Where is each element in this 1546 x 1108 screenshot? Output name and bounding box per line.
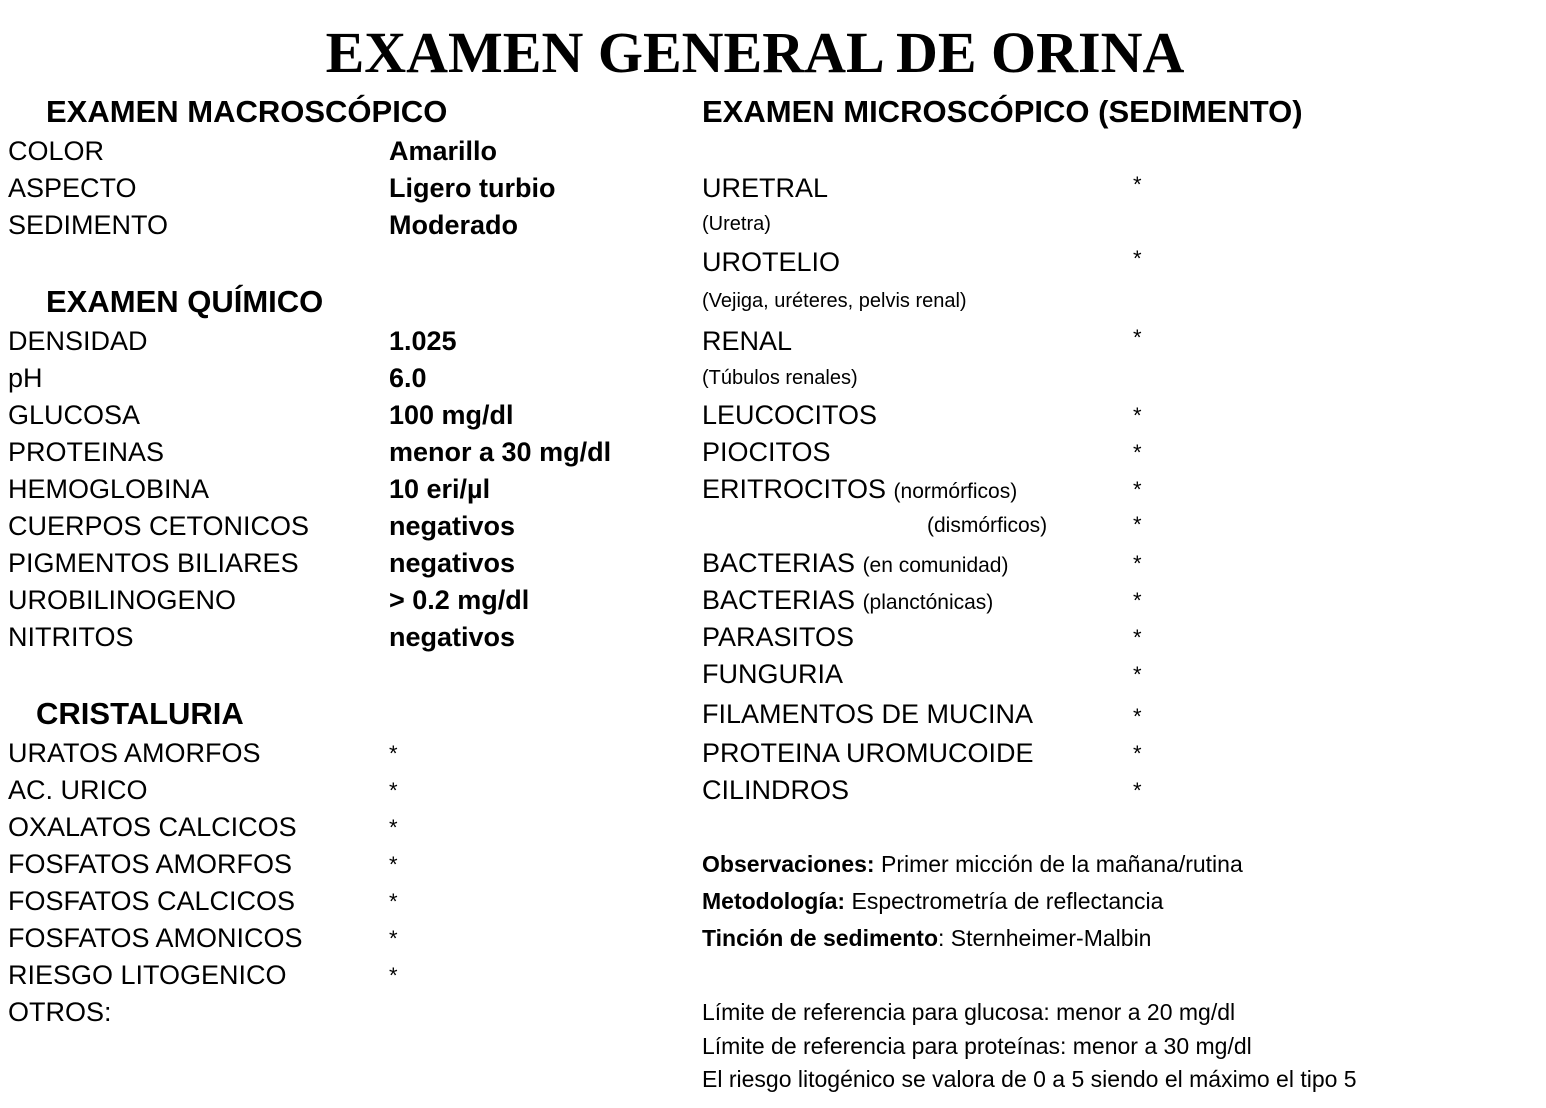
quimico-heading: EXAMEN QUÍMICO <box>46 284 324 319</box>
micro-qual-comunidad: (en comunidad) <box>862 554 1009 577</box>
cristaluria-heading: CRISTALURIA <box>36 696 244 731</box>
micro-qual-dismorficos: (dismórficos) <box>927 514 1048 537</box>
metodologia-line <box>702 887 1163 915</box>
quimico-label-glucosa: GLUCOSA <box>8 400 141 430</box>
micro-value-dismorficos: * <box>1133 512 1142 537</box>
macro-label-color: COLOR <box>8 136 105 166</box>
macro-heading: EXAMEN MACROSCÓPICO <box>46 94 448 129</box>
quimico-label-hemoglobina: HEMOGLOBINA <box>8 474 210 504</box>
micro-value-mucina: * <box>1133 704 1142 729</box>
micro-row-bacterias-comunidad <box>702 547 1008 582</box>
micro-label-funguria: FUNGURIA <box>702 659 843 689</box>
quimico-value-densidad: 1.025 <box>389 326 457 356</box>
quimico-label-densidad: DENSIDAD <box>8 326 148 356</box>
cristaluria-label-uratos: URATOS AMORFOS <box>8 738 261 768</box>
micro-value-bacterias-comunidad: * <box>1133 551 1142 576</box>
tincion-value: : Sternheimer-Malbin <box>938 925 1152 951</box>
observaciones-value: Primer micción de la mañana/rutina <box>880 851 1243 877</box>
quimico-label-urobilinogeno: UROBILINOGENO <box>8 585 237 615</box>
macro-value-sedimento: Moderado <box>389 210 519 240</box>
micro-label-uretral: URETRAL <box>702 173 829 203</box>
cristaluria-value-oxalatos: * <box>389 815 398 840</box>
micro-qual-planctonicas: (planctónicas) <box>862 591 994 614</box>
micro-label-bacterias: BACTERIAS <box>702 548 856 578</box>
micro-label-urotelio: UROTELIO <box>702 247 841 277</box>
page-title: EXAMEN GENERAL DE ORINA <box>325 20 1185 85</box>
cristaluria-value-fosf-calcicos: * <box>389 889 398 914</box>
micro-label-piocitos: PIOCITOS <box>702 437 831 467</box>
observaciones-line <box>702 850 1243 878</box>
micro-qual-normorficos: (normórficos) <box>893 480 1018 503</box>
micro-row-bacterias-planctonicas <box>702 584 993 619</box>
cristaluria-label-fosf-amonicos: FOSFATOS AMONICOS <box>8 923 303 953</box>
macro-value-color: Amarillo <box>389 136 498 166</box>
observaciones-label: Observaciones: <box>702 851 875 877</box>
macro-value-aspecto: Ligero turbio <box>389 173 556 203</box>
micro-value-leucocitos: * <box>1133 403 1142 428</box>
micro-value-parasitos: * <box>1133 625 1142 650</box>
tincion-label: Tinción de sedimento <box>702 925 938 951</box>
quimico-value-cetonicos: negativos <box>389 511 516 541</box>
cristaluria-label-riesgo: RIESGO LITOGENICO <box>8 960 287 990</box>
riesgo-note: El riesgo litogénico se valora de 0 a 5 siendo el máximo el tipo 5 <box>702 1066 1357 1092</box>
micro-value-normorficos: * <box>1133 477 1142 502</box>
macro-label-sedimento: SEDIMENTO <box>8 210 169 240</box>
micro-sub-uretral: (Uretra) <box>702 213 771 235</box>
micro-sub-renal: (Túbulos renales) <box>702 367 858 389</box>
ref-proteinas: Límite de referencia para proteínas: menor a 30 mg/dl <box>702 1033 1252 1059</box>
quimico-label-biliares: PIGMENTOS BILIARES <box>8 548 299 578</box>
micro-label-bacterias-2: BACTERIAS <box>702 585 856 615</box>
micro-label-mucina: FILAMENTOS DE MUCINA <box>702 699 1034 729</box>
micro-value-urotelio: * <box>1133 246 1142 271</box>
cristaluria-label-fosf-amorfos: FOSFATOS AMORFOS <box>8 849 293 879</box>
macro-label-aspecto: ASPECTO <box>8 173 137 203</box>
micro-label-cilindros: CILINDROS <box>702 775 850 805</box>
quimico-label-nitritos: NITRITOS <box>8 622 134 652</box>
cristaluria-value-uratos: * <box>389 741 398 766</box>
cristaluria-value-ac-urico: * <box>389 778 398 803</box>
quimico-value-urobilinogeno: > 0.2 mg/dl <box>389 585 530 615</box>
micro-row-eritrocitos <box>702 473 1017 508</box>
quimico-value-biliares: negativos <box>389 548 516 578</box>
cristaluria-label-oxalatos: OXALATOS CALCICOS <box>8 812 297 842</box>
micro-value-renal: * <box>1133 325 1142 350</box>
micro-sub-urotelio: (Vejiga, uréteres, pelvis renal) <box>702 290 967 312</box>
metodologia-value: Espectrometría de reflectancia <box>851 888 1164 914</box>
micro-label-renal: RENAL <box>702 326 793 356</box>
tincion-line <box>702 924 1151 952</box>
micro-value-uromucoide: * <box>1133 741 1142 766</box>
micro-label-leucocitos: LEUCOCITOS <box>702 400 878 430</box>
cristaluria-value-riesgo: * <box>389 963 398 988</box>
ref-glucosa: Límite de referencia para glucosa: menor a 20 mg/dl <box>702 999 1236 1025</box>
micro-value-piocitos: * <box>1133 440 1142 465</box>
quimico-value-proteinas: menor a 30 mg/dl <box>389 437 612 467</box>
quimico-label-ph: pH <box>8 363 43 393</box>
micro-label-parasitos: PARASITOS <box>702 622 855 652</box>
cristaluria-label-fosf-calcicos: FOSFATOS CALCICOS <box>8 886 296 916</box>
quimico-label-cetonicos: CUERPOS CETONICOS <box>8 511 310 541</box>
quimico-label-proteinas: PROTEINAS <box>8 437 165 467</box>
quimico-value-glucosa: 100 mg/dl <box>389 400 514 430</box>
quimico-value-hemoglobina: 10 eri/µl <box>389 474 491 504</box>
micro-heading: EXAMEN MICROSCÓPICO (SEDIMENTO) <box>702 94 1303 129</box>
cristaluria-value-fosf-amonicos: * <box>389 926 398 951</box>
cristaluria-label-otros: OTROS: <box>8 997 112 1027</box>
micro-label-eritrocitos: ERITROCITOS <box>702 474 887 504</box>
quimico-value-nitritos: negativos <box>389 622 516 652</box>
micro-value-bacterias-planctonicas: * <box>1133 588 1142 613</box>
metodologia-label: Metodología: <box>702 888 846 914</box>
micro-value-cilindros: * <box>1133 778 1142 803</box>
cristaluria-value-fosf-amorfos: * <box>389 852 398 877</box>
quimico-value-ph: 6.0 <box>389 363 427 393</box>
cristaluria-label-ac-urico: AC. URICO <box>8 775 148 805</box>
micro-value-uretral: * <box>1133 172 1142 197</box>
micro-value-funguria: * <box>1133 662 1142 687</box>
micro-label-uromucoide: PROTEINA UROMUCOIDE <box>702 738 1034 768</box>
